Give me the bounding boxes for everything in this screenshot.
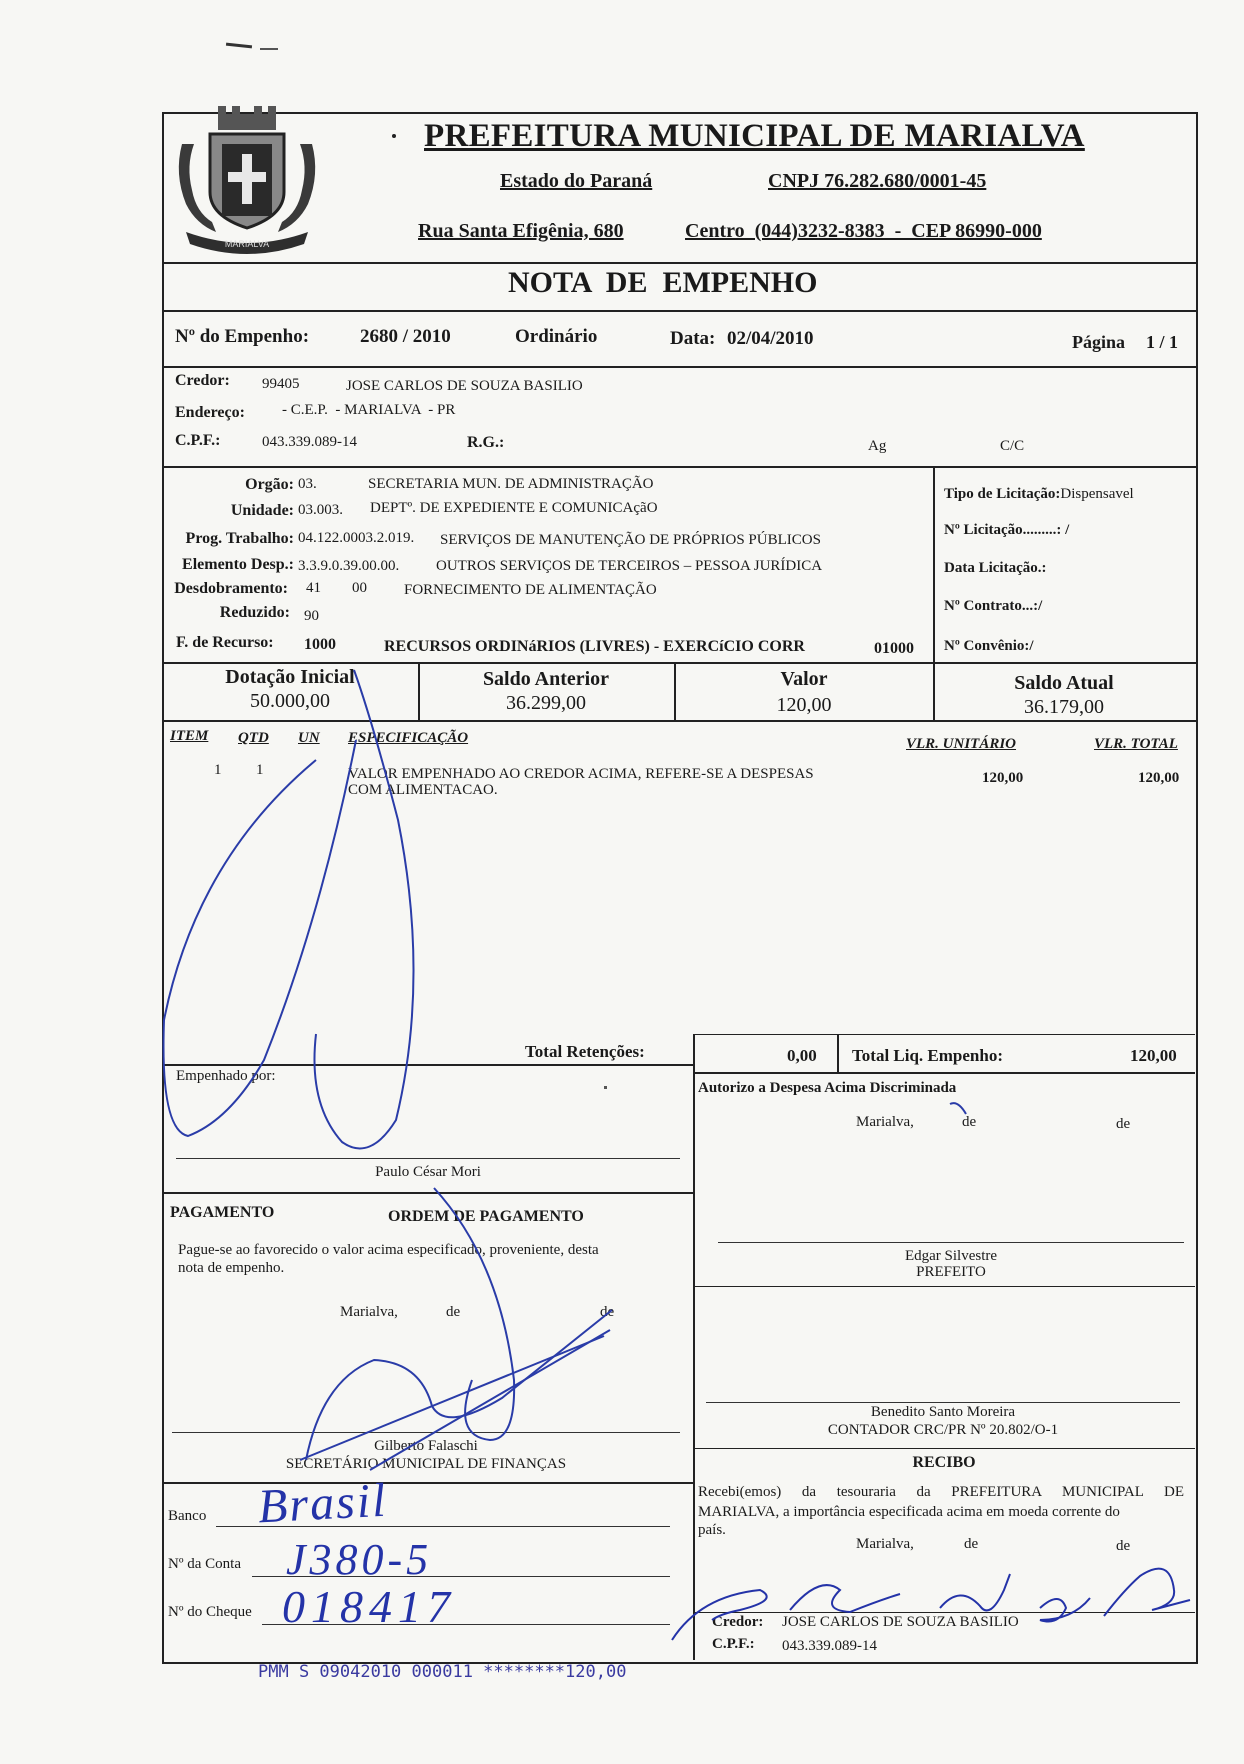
- recibo-de1: de: [964, 1536, 979, 1552]
- header-title: PREFEITURA MUNICIPAL DE MARIALVA: [424, 118, 1085, 154]
- recurso-code: 1000: [304, 636, 336, 653]
- recurso-label: F. de Recurso:: [176, 634, 274, 651]
- banco-handwritten: Brasil: [256, 1473, 389, 1534]
- recibo-cpf-value: 043.339.089-14: [782, 1638, 877, 1654]
- contador-signer: Benedito Santo Moreira: [870, 1404, 1016, 1420]
- dotacao-label: Dotação Inicial: [225, 666, 355, 688]
- desdobramento-value: FORNECIMENTO DE ALIMENTAÇÃO: [404, 582, 657, 598]
- empenho-type: Ordinário: [515, 326, 598, 347]
- licitacao-tipo-value: Dispensavel: [1060, 486, 1134, 502]
- credor-code: 99405: [262, 376, 300, 392]
- page-number: 1 / 1: [1146, 332, 1179, 352]
- autorizo-signer: Edgar Silvestre: [904, 1248, 998, 1264]
- pagamento-label: PAGAMENTO: [170, 1204, 275, 1221]
- recibo-credor-value: JOSE CARLOS DE SOUZA BASILIO: [782, 1614, 1019, 1630]
- conta-handwritten: J380-5: [286, 1535, 433, 1584]
- header-address-rest: Centro (044)3232-8383 - CEP 86990-000: [685, 220, 1042, 242]
- valor-value: 120,00: [776, 694, 832, 716]
- prog-code: 04.122.0003.2.019.: [298, 530, 415, 546]
- cheque-label: Nº do Cheque: [168, 1604, 252, 1620]
- saldo-atual-value: 36.179,00: [1024, 696, 1104, 718]
- endereco-value: - C.E.P. - MARIALVA - PR: [282, 402, 456, 418]
- prog-label: Prog. Trabalho:: [185, 530, 294, 547]
- recurso-value: RECURSOS ORDINáRIOS (LIVRES) - EXERCíCIO CORR: [384, 638, 805, 655]
- orgao-label: Orgão:: [245, 476, 294, 493]
- footer-code: PMM S 09042010 000011 ********120,00: [258, 1662, 627, 1682]
- autorizo-de2: de: [1116, 1116, 1131, 1132]
- licitacao-convenio: Nº Convênio:/: [944, 638, 1034, 654]
- pagamento-signer: Gilberto Falaschi: [374, 1438, 478, 1454]
- recibo-credor-label: Credor:: [712, 1614, 764, 1630]
- pagamento-de1: de: [446, 1304, 461, 1320]
- header-cnpj: CNPJ 76.282.680/0001-45: [768, 170, 987, 192]
- pagamento-text2: nota de empenho.: [178, 1260, 285, 1276]
- unidade-label: Unidade:: [230, 502, 294, 519]
- autorizo-role: PREFEITO: [916, 1264, 986, 1280]
- item-qtd: 1: [256, 762, 264, 778]
- liquido-value: 120,00: [1130, 1046, 1177, 1065]
- reduzido-value: 90: [304, 608, 319, 624]
- reduzido-label: Reduzido:: [219, 604, 290, 621]
- recurso-code2: 01000: [874, 640, 914, 657]
- desdobramento-code1: 41: [306, 580, 321, 596]
- elemento-label: Elemento Desp.:: [182, 556, 294, 573]
- cpf-label: C.P.F.:: [175, 432, 221, 449]
- empenho-date: 02/04/2010: [727, 328, 814, 349]
- endereco-label: Endereço:: [175, 404, 245, 421]
- retencoes-label: Total Retenções:: [525, 1042, 645, 1061]
- items-header-qtd: QTD: [238, 730, 269, 746]
- items-header-item: ITEM: [170, 728, 209, 744]
- retencoes-value: 0,00: [787, 1046, 817, 1065]
- saldo-atual-label: Saldo Atual: [1014, 672, 1114, 694]
- conta-label: Nº da Conta: [168, 1556, 241, 1572]
- items-header-unit: VLR. UNITÁRIO: [906, 736, 1017, 752]
- autorizo-de1: de: [962, 1114, 977, 1130]
- items-header-total: VLR. TOTAL: [1094, 736, 1178, 752]
- items-header-un: UN: [298, 730, 320, 746]
- pagamento-city: Marialva,: [340, 1304, 398, 1320]
- licitacao-data: Data Licitação.:: [944, 560, 1047, 576]
- elemento-code: 3.3.9.0.39.00.00.: [298, 558, 400, 574]
- recibo-cpf-label: C.P.F.:: [712, 1636, 755, 1652]
- saldo-anterior-value: 36.299,00: [506, 692, 586, 714]
- empenho-number-label: Nº do Empenho:: [175, 326, 310, 347]
- ag-label: Ag: [868, 438, 887, 454]
- recibo-text1: Recebi(emos) da tesouraria da PREFEITURA MUNICIPAL DE: [698, 1484, 1184, 1500]
- recibo-de2: de: [1116, 1538, 1131, 1554]
- item-desc-line1: VALOR EMPENHADO AO CREDOR ACIMA, REFERE-SE A DESPESAS: [348, 766, 814, 782]
- valor-label: Valor: [780, 668, 828, 690]
- header-state: Estado do Paraná: [500, 170, 653, 192]
- cheque-handwritten: 018417: [282, 1581, 456, 1632]
- pagamento-text1: Pague-se ao favorecido o valor acima especificado, proveniente, desta: [178, 1242, 599, 1258]
- orgao-code: 03.: [298, 476, 317, 492]
- contador-role: CONTADOR CRC/PR Nº 20.802/O-1: [827, 1422, 1059, 1438]
- liquido-label: Total Liq. Empenho:: [852, 1046, 1003, 1065]
- unidade-value: DEPTº. DE EXPEDIENTE E COMUNICAçãO: [370, 500, 658, 516]
- recibo-title: RECIBO: [912, 1454, 976, 1471]
- svg-text:MARIALVA: MARIALVA: [224, 239, 270, 249]
- header-address: Rua Santa Efigênia, 680: [418, 220, 624, 242]
- pagamento-title: ORDEM DE PAGAMENTO: [388, 1208, 584, 1225]
- elemento-value: OUTROS SERVIÇOS DE TERCEIROS – PESSOA JURÍDICA: [436, 558, 823, 574]
- empenhado-signer: Paulo César Mori: [375, 1164, 481, 1180]
- saldo-anterior-label: Saldo Anterior: [482, 668, 610, 690]
- dotacao-value: 50.000,00: [250, 690, 330, 712]
- rg-label: R.G.:: [467, 434, 505, 451]
- credor-name: JOSE CARLOS DE SOUZA BASILIO: [346, 378, 583, 394]
- pagamento-role: SECRETÁRIO MUNICIPAL DE FINANÇAS: [285, 1456, 567, 1472]
- banco-label: Banco: [168, 1508, 207, 1524]
- licitacao-numero: Nº Licitação.........: /: [944, 522, 1070, 538]
- pagamento-de2: de: [600, 1304, 615, 1320]
- item-unit-value: 120,00: [982, 770, 1024, 786]
- desdobramento-label: Desdobramento:: [174, 580, 288, 597]
- doc-title: NOTA DE EMPENHO: [508, 266, 818, 299]
- empenho-date-label: Data:: [670, 328, 716, 349]
- item-number: 1: [214, 762, 222, 778]
- items-header-espec: ESPECIFICAÇÃO: [348, 730, 469, 746]
- licitacao-contrato: Nº Contrato...:/: [944, 598, 1043, 614]
- licitacao-tipo-label: Tipo de Licitação:: [944, 486, 1061, 502]
- item-desc-line2: COM ALIMENTACAO.: [348, 782, 498, 798]
- recibo-text3: país.: [698, 1522, 726, 1538]
- item-total-value: 120,00: [1138, 770, 1180, 786]
- recibo-text2: MARIALVA, a importância especificada acima em moeda corrente do: [698, 1504, 1120, 1520]
- cpf-value: 043.339.089-14: [262, 434, 357, 450]
- page-label: Página: [1072, 332, 1126, 352]
- prog-value: SERVIÇOS DE MANUTENÇÃO DE PRÓPRIOS PÚBLICOS: [440, 532, 821, 548]
- autorizo-title: Autorizo a Despesa Acima Discriminada: [698, 1080, 957, 1096]
- autorizo-city: Marialva,: [856, 1114, 914, 1130]
- empenhado-label: Empenhado por:: [176, 1068, 276, 1084]
- orgao-value: SECRETARIA MUN. DE ADMINISTRAÇÃO: [368, 476, 654, 492]
- empenho-number: 2680 / 2010: [360, 326, 451, 347]
- cc-label: C/C: [1000, 438, 1025, 454]
- credor-label: Credor:: [175, 372, 230, 389]
- desdobramento-code2: 00: [352, 580, 367, 596]
- unidade-code: 03.003.: [298, 502, 343, 518]
- recibo-city: Marialva,: [856, 1536, 914, 1552]
